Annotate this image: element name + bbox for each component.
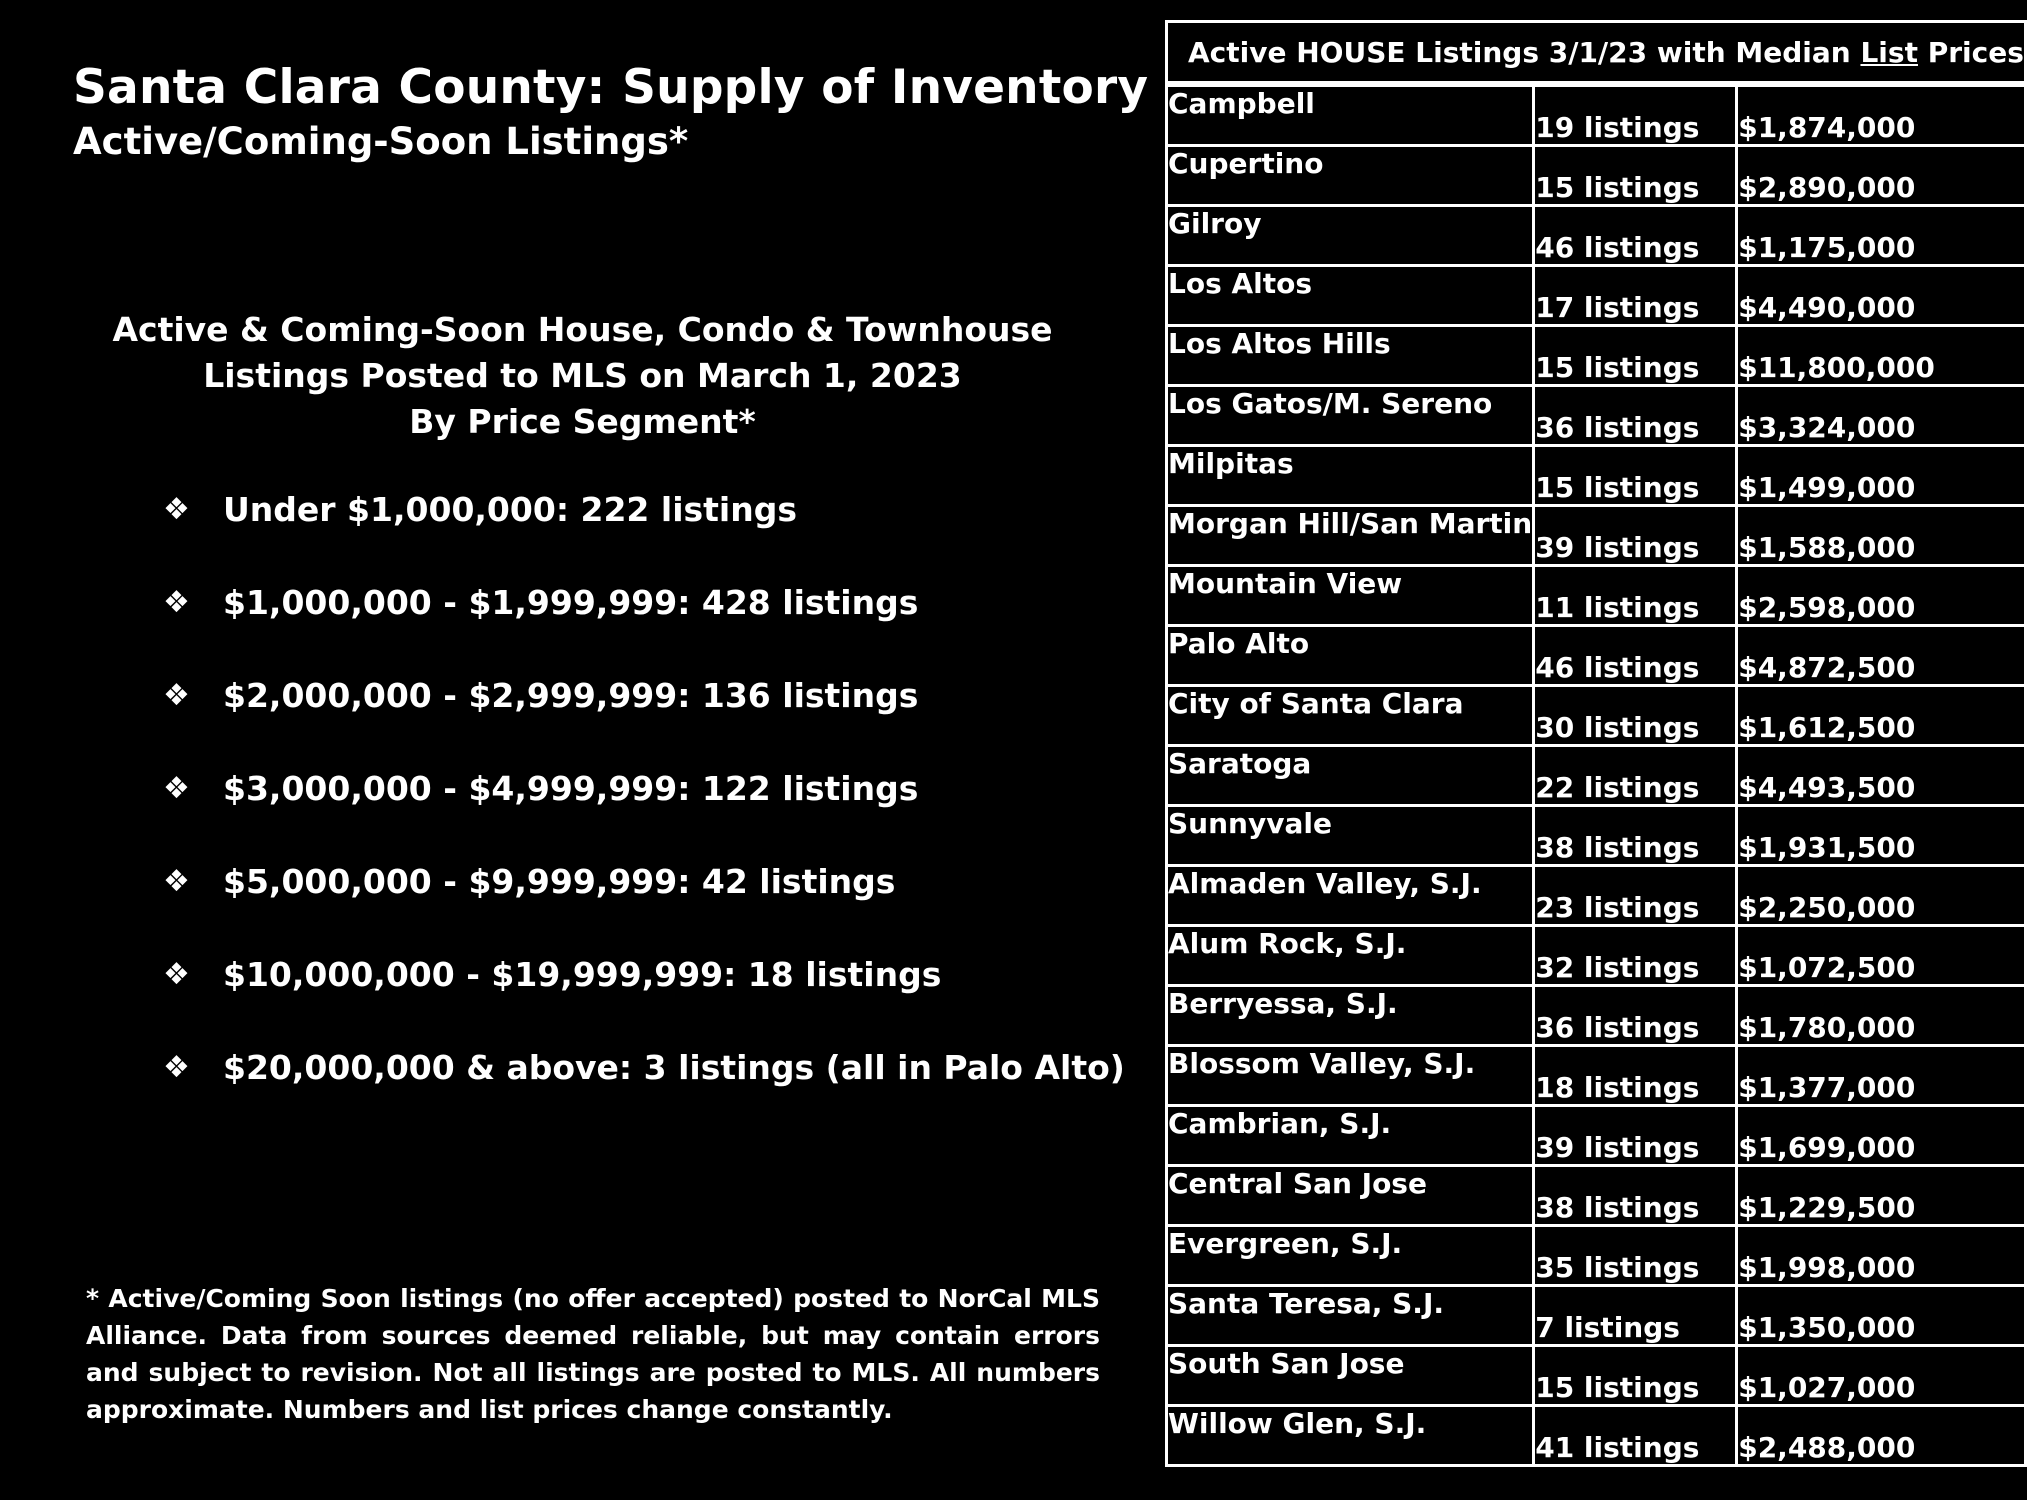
city-cell: South San Jose: [1167, 1346, 1534, 1406]
median-price-cell: $1,229,500: [1737, 1166, 2026, 1226]
price-segment-item: [163, 862, 1125, 955]
diamond-bullet-icon: ❖: [163, 678, 190, 713]
listings-count-cell: 15 listings: [1534, 326, 1737, 386]
table-row: [1167, 146, 2026, 206]
table-row: [1167, 84, 2026, 146]
city-cell: Cambrian, S.J.: [1167, 1106, 1534, 1166]
price-segment-label: Under $1,000,000: 222 listings: [223, 490, 797, 529]
price-segment-item: [163, 955, 1125, 1048]
table-row: [1167, 746, 2026, 806]
city-cell: Saratoga: [1167, 746, 1534, 806]
listings-count-cell: 46 listings: [1534, 626, 1737, 686]
median-price-cell: $1,499,000: [1737, 446, 2026, 506]
table-row: [1167, 326, 2026, 386]
diamond-bullet-icon: ❖: [163, 864, 190, 899]
table-row: [1167, 1046, 2026, 1106]
median-price-cell: $11,800,000: [1737, 326, 2026, 386]
listings-count-cell: 38 listings: [1534, 1166, 1737, 1226]
table-header-underlined: List: [1860, 35, 1918, 69]
table-row: [1167, 806, 2026, 866]
table-row: [1167, 506, 2026, 566]
city-cell: Morgan Hill/San Martin: [1167, 506, 1534, 566]
price-segment-label: $1,000,000 - $1,999,999: 428 listings: [223, 583, 919, 622]
table-row: [1167, 626, 2026, 686]
listings-count-cell: 36 listings: [1534, 386, 1737, 446]
diamond-bullet-icon: ❖: [163, 771, 190, 806]
table-row: [1167, 566, 2026, 626]
city-cell: Cupertino: [1167, 146, 1534, 206]
listings-count-cell: 23 listings: [1534, 866, 1737, 926]
listings-table: [1165, 20, 2027, 1467]
price-segment-label: $2,000,000 - $2,999,999: 136 listings: [223, 676, 919, 715]
listings-count-cell: 38 listings: [1534, 806, 1737, 866]
median-price-cell: $1,175,000: [1737, 206, 2026, 266]
city-cell: Alum Rock, S.J.: [1167, 926, 1534, 986]
listings-count-cell: 18 listings: [1534, 1046, 1737, 1106]
city-cell: Santa Teresa, S.J.: [1167, 1286, 1534, 1346]
median-price-cell: $2,488,000: [1737, 1406, 2026, 1466]
listings-count-cell: 35 listings: [1534, 1226, 1737, 1286]
median-price-cell: $1,699,000: [1737, 1106, 2026, 1166]
table-row: [1167, 1166, 2026, 1226]
table-header-text: Prices: [1917, 35, 2024, 69]
table-row: [1167, 686, 2026, 746]
city-cell: Palo Alto: [1167, 626, 1534, 686]
listings-count-cell: 15 listings: [1534, 446, 1737, 506]
city-cell: Los Altos Hills: [1167, 326, 1534, 386]
diamond-bullet-icon: ❖: [163, 492, 190, 527]
price-segment-label: $5,000,000 - $9,999,999: 42 listings: [223, 862, 896, 901]
table-row: [1167, 266, 2026, 326]
segment-heading-line: Listings Posted to MLS on March 1, 2023: [203, 356, 962, 395]
median-price-cell: $1,931,500: [1737, 806, 2026, 866]
listings-count-cell: 36 listings: [1534, 986, 1737, 1046]
price-segment-item: [163, 769, 1125, 862]
city-cell: Almaden Valley, S.J.: [1167, 866, 1534, 926]
city-cell: Gilroy: [1167, 206, 1534, 266]
city-cell: Los Gatos/M. Sereno: [1167, 386, 1534, 446]
table-row: [1167, 1346, 2026, 1406]
table-row: [1167, 986, 2026, 1046]
city-cell: Central San Jose: [1167, 1166, 1534, 1226]
city-cell: City of Santa Clara: [1167, 686, 1534, 746]
city-cell: Sunnyvale: [1167, 806, 1534, 866]
city-cell: Los Altos: [1167, 266, 1534, 326]
diamond-bullet-icon: ❖: [163, 1050, 190, 1085]
price-segment-label: $3,000,000 - $4,999,999: 122 listings: [223, 769, 919, 808]
listings-count-cell: 32 listings: [1534, 926, 1737, 986]
median-price-cell: $1,350,000: [1737, 1286, 2026, 1346]
price-segment-item: [163, 490, 1125, 583]
listings-count-cell: 11 listings: [1534, 566, 1737, 626]
table-header-row: [1167, 22, 2026, 85]
city-cell: Berryessa, S.J.: [1167, 986, 1534, 1046]
table-row: [1167, 206, 2026, 266]
listings-count-cell: 30 listings: [1534, 686, 1737, 746]
listings-count-cell: 17 listings: [1534, 266, 1737, 326]
table-row: [1167, 1106, 2026, 1166]
median-price-cell: $1,780,000: [1737, 986, 2026, 1046]
median-price-cell: $2,890,000: [1737, 146, 2026, 206]
segment-heading: [100, 307, 1065, 445]
median-price-cell: $3,324,000: [1737, 386, 2026, 446]
table-header: [1167, 22, 2026, 85]
footnote: * Active/Coming Soon listings (no offer accepted) posted to NorCal MLS Alliance. Data from sources deemed reliable, but may contain errors and subject to revision. Not all listings are posted to MLS. All numbers approximate. Numbers and list prices change constantly.: [86, 1284, 1100, 1424]
city-cell: Milpitas: [1167, 446, 1534, 506]
listings-count-cell: 7 listings: [1534, 1286, 1737, 1346]
median-price-cell: $1,998,000: [1737, 1226, 2026, 1286]
median-price-cell: $1,027,000: [1737, 1346, 2026, 1406]
listings-count-cell: 15 listings: [1534, 146, 1737, 206]
city-cell: Willow Glen, S.J.: [1167, 1406, 1534, 1466]
table-header-text: Active HOUSE Listings 3/1/23 with Median: [1188, 35, 1861, 69]
price-segment-item: [163, 1048, 1125, 1141]
listings-count-cell: 41 listings: [1534, 1406, 1737, 1466]
median-price-cell: $1,377,000: [1737, 1046, 2026, 1106]
price-segment-item: [163, 676, 1125, 769]
listings-count-cell: 22 listings: [1534, 746, 1737, 806]
listings-count-cell: 39 listings: [1534, 506, 1737, 566]
median-price-cell: $1,072,500: [1737, 926, 2026, 986]
listings-count-cell: 46 listings: [1534, 206, 1737, 266]
diamond-bullet-icon: ❖: [163, 585, 190, 620]
price-segment-list: [163, 490, 1125, 1141]
table-row: [1167, 866, 2026, 926]
segment-heading-line: By Price Segment*: [409, 402, 756, 441]
table-row: [1167, 386, 2026, 446]
listings-count-cell: 19 listings: [1534, 84, 1737, 146]
table-row: [1167, 446, 2026, 506]
diamond-bullet-icon: ❖: [163, 957, 190, 992]
median-price-cell: $1,612,500: [1737, 686, 2026, 746]
median-price-cell: $4,490,000: [1737, 266, 2026, 326]
median-price-cell: $2,250,000: [1737, 866, 2026, 926]
median-price-cell: $1,588,000: [1737, 506, 2026, 566]
city-cell: Campbell: [1167, 84, 1534, 146]
table-row: [1167, 1286, 2026, 1346]
median-price-cell: $4,493,500: [1737, 746, 2026, 806]
median-price-cell: $2,598,000: [1737, 566, 2026, 626]
listings-count-cell: 15 listings: [1534, 1346, 1737, 1406]
price-segment-item: [163, 583, 1125, 676]
price-segment-label: $20,000,000 & above: 3 listings (all in Palo Alto): [223, 1048, 1125, 1087]
segment-heading-line: Active & Coming-Soon House, Condo & Townhouse: [112, 310, 1053, 349]
table-row: [1167, 926, 2026, 986]
page-subtitle: Active/Coming-Soon Listings*: [73, 120, 689, 163]
price-segment-label: $10,000,000 - $19,999,999: 18 listings: [223, 955, 942, 994]
table-row: [1167, 1226, 2026, 1286]
city-cell: Evergreen, S.J.: [1167, 1226, 1534, 1286]
city-cell: Mountain View: [1167, 566, 1534, 626]
city-cell: Blossom Valley, S.J.: [1167, 1046, 1534, 1106]
median-price-cell: $1,874,000: [1737, 84, 2026, 146]
median-price-cell: $4,872,500: [1737, 626, 2026, 686]
table-row: [1167, 1406, 2026, 1466]
page-title: Santa Clara County: Supply of Inventory: [73, 60, 1149, 115]
listings-count-cell: 39 listings: [1534, 1106, 1737, 1166]
